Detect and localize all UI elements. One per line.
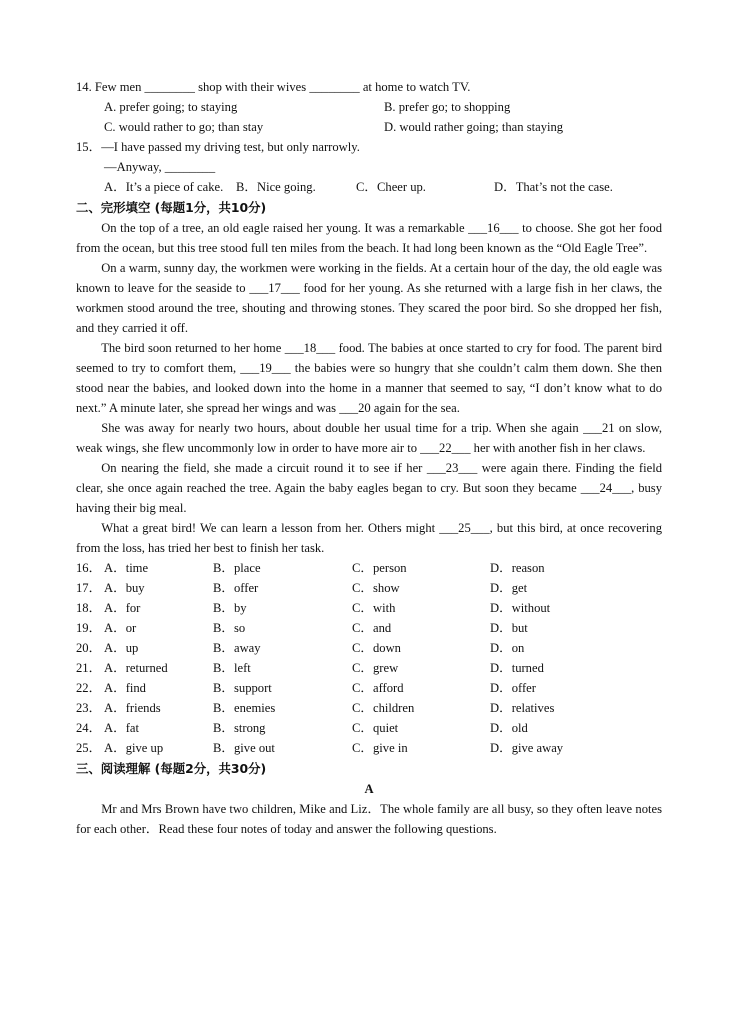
exam-page xyxy=(76,77,662,839)
question-14-stem: 14. Few men ________ shop with their wives ________ at home to watch TV. xyxy=(76,80,471,94)
question-14-options-row1 xyxy=(76,97,662,117)
choice-row: 25． A．give up B．give out C．give in D．give away xyxy=(76,741,564,755)
question-15-stem: 15．—I have passed my driving test, but only narrowly. xyxy=(76,140,360,154)
question-14-option-d: D. would rather going; than staying xyxy=(384,120,564,134)
question-15-option-d: D．That’s not the case. xyxy=(494,180,613,194)
choice-row: 23． A．friends B．enemies C．children D．relatives xyxy=(76,701,555,715)
choice-row: 17． A．buy B．offer C．show D．get xyxy=(76,581,528,595)
question-14-option-c: C. would rather to go; than stay xyxy=(104,120,264,134)
section-2-heading: 二、完形填空 (每题1分，共10分) xyxy=(76,200,267,215)
choice-row: 20． A．up B．away C．down D．on xyxy=(76,641,525,655)
passage-paragraph-4: She was away for nearly two hours, about double her usual time for a trip. When she again ___21 on slow, weak wings, she flew uncommonly low in order to have more air to ___22___ her with another fish in her claws. xyxy=(76,421,662,455)
question-15-options xyxy=(76,177,662,197)
choice-row: 19． A．or B．so C．and D．but xyxy=(76,621,528,635)
cloze-choices xyxy=(76,558,662,758)
choice-row: 21． A．returned B．left C．grew D．turned xyxy=(76,661,544,675)
question-15-option-c: C．Cheer up. xyxy=(356,180,426,194)
choice-row: 18． A．for B．by C．with D．without xyxy=(76,601,551,615)
passage-paragraph-5: On nearing the field, she made a circuit round it to see if her ___23___ were again there. Finding the field clear, she once again reached the tree. Again the baby eagles began to cry. But soon they became ___24___, busy having their big meal. xyxy=(76,461,662,515)
passage-paragraph-2: On a warm, sunny day, the workmen were working in the fields. At a certain hour of the day, the old eagle was known to leave for the seaside to ___17___ food for her young. As she returned with a large fish in her claws, the workmen stood around the tree, shouting and throwing stones. They scared the poor bird. So she dropped her fish, and they carried it off. xyxy=(76,261,662,335)
question-15-option-b: B．Nice going. xyxy=(236,180,316,194)
question-15-option-a: A．It’s a piece of cake. xyxy=(104,180,224,194)
reading-intro: Mr and Mrs Brown have two children, Mike and Liz．The whole family are all busy, so they often leave notes for each other．Read these four notes of today and answer the following questions. xyxy=(76,802,662,836)
question-14-option-b: B. prefer go; to shopping xyxy=(384,100,511,114)
question-14-options-row2 xyxy=(76,117,662,137)
passage-paragraph-1: On the top of a tree, an old eagle raised her young. It was a remarkable ___16___ to choose. She got her food from the ocean, but this tree stood full ten miles from the beach. It had long been known as the “Old Eagle Tree”. xyxy=(76,221,662,255)
question-15-reply: —Anyway, ________ xyxy=(104,160,216,174)
question-14-option-a: A. prefer going; to staying xyxy=(104,100,238,114)
choice-row: 22． A．find B．support C．afford D．offer xyxy=(76,681,536,695)
section-3-heading: 三、阅读理解 (每题2分，共30分) xyxy=(76,761,267,776)
choice-row: 24． A．fat B．strong C．quiet D．old xyxy=(76,721,528,735)
reading-part-label: A xyxy=(364,782,374,796)
passage-paragraph-6: What a great bird! We can learn a lesson from her. Others might ___25___, but this bird, at once recovering from the loss, has tried her best to finish her task. xyxy=(76,521,662,555)
passage-paragraph-3: The bird soon returned to her home ___18___ food. The babies at once started to cry for food. The parent bird seemed to try to comfort them, ___19___ the babies were so hungry that she couldn’t calm them down. She then stood near the babies, and looked down into the home in a manner that seemed to say, “I don’t know what to do next.” A minute later, she spread her wings and was ___20 again for the sea. xyxy=(76,341,662,415)
choice-row: 16． A．time B．place C．person D．reason xyxy=(76,561,545,575)
cloze-passage xyxy=(76,218,662,558)
